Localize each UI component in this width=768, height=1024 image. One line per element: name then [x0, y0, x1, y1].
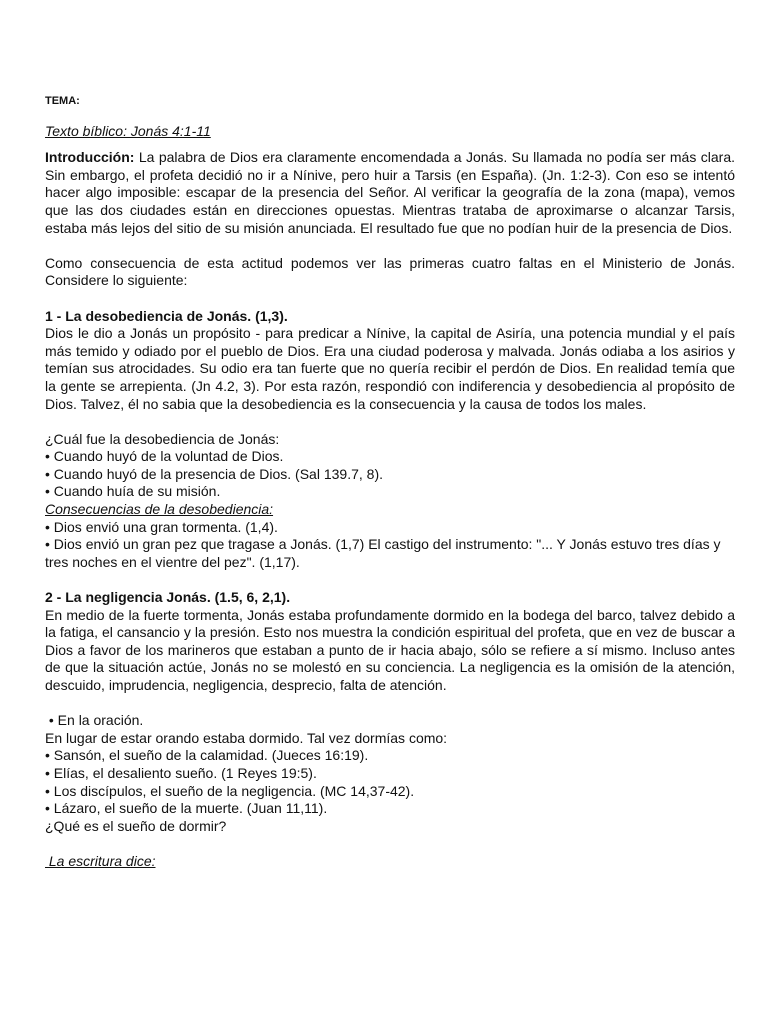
consecuencia-item: • Dios envió una gran tormenta. (1,4).	[45, 518, 278, 535]
section1-heading: 1 - La desobediencia de Jonás. (1,3).	[45, 307, 288, 324]
section2-bullet: • Sansón, el sueño de la calamidad. (Jueces 16:19).	[45, 747, 369, 764]
section2-bullet: • Elías, el desaliento sueño. (1 Reyes 19:5).	[45, 764, 317, 781]
section1-body: Dios le dio a Jonás un propósito - para predicar a Nínive, la capital de Asiría, una potencia mundial y el país más temido y odiado por el pueblo de Dios. Era una ciudad poderosa y malvada. Jonás odiaba a los asirios y temían sus atrocidades. Su odio era tan fuerte que no quería recibir el perdón de Dios. En realidad temía que la gente se arrepienta. (Jn 4.2, 3). Por esta razón, respondió con indiferencia y desobediencia al propósito de Dios. Talvez, él no sabia que la desobediencia es la consecuencia y la causa de todos los males.	[45, 325, 735, 412]
section2-heading: 2 - La negligencia Jonás. (1.5, 6, 2,1).	[45, 589, 291, 606]
lugar-text: En lugar de estar orando estaba dormido. Tal vez dormías como:	[45, 729, 448, 746]
section2-bullet: • Lázaro, el sueño de la muerte. (Juan 11,11).	[45, 800, 328, 817]
section1-bullet: • Cuando huyó de la voluntad de Dios.	[45, 448, 284, 465]
introduccion-paragraph	[45, 149, 735, 237]
escritura-label: La escritura dice:	[45, 852, 156, 869]
section1-bullet: • Cuando huía de su misión.	[45, 483, 221, 500]
section1-question: ¿Cuál fue la desobediencia de Jonás:	[45, 430, 280, 447]
introduccion-label: Introducción:	[45, 149, 135, 166]
section2-bullet: • Los discípulos, el sueño de la negligencia. (MC 14,37-42).	[45, 782, 415, 799]
section2-question: ¿Qué es el sueño de dormir?	[45, 817, 227, 834]
document-content	[45, 93, 735, 871]
section2-body: En medio de la fuerte tormenta, Jonás estaba profundamente dormido en la bodega del barco, talvez debido a la fatiga, el cansancio y la presión. Esto nos muestra la condición espiritual del profeta, que en vez de buscar a Dios a favor de los marineros que estaban a punto de ir hacia abajo, sólo se refiere a sí mismo. Incluso antes de que la situación actúe, Jonás no se molestó en su conciencia. La negligencia es la omisión de la atención, descuido, imprudencia, negligencia, desprecio, falta de atención.	[45, 606, 735, 693]
texto-biblico: Texto bíblico: Jonás 4:1-11	[45, 122, 211, 139]
consecuencia-paragraph: Como consecuencia de esta actitud podemos ver las primeras cuatro faltas en el Ministerio de Jonás. Considere lo siguiente:	[45, 254, 735, 289]
section1-bullet: • Cuando huyó de la presencia de Dios. (Sal 139.7, 8).	[45, 465, 383, 482]
tema-label: TEMA:	[45, 95, 80, 107]
consecuencia-item: • Dios envió un gran pez que tragase a Jonás. (1,7) El castigo del instrumento: "... Y Jonás estuvo tres días y tres noches en el vientre del pez". (1,17).	[45, 536, 721, 570]
oracion-item: • En la oración.	[45, 712, 144, 729]
introduccion-text: La palabra de Dios era claramente encomendada a Jonás. Su llamada no podía ser más clara. Sin embargo, el profeta decidió no ir a Nínive, pero huir a Tarsis (en España). (Jn. 1:2-3). Con eso se intentó hacer algo imposible: escapar de la presencia del Señor. Al verificar la geografía de la zona (mapa), vemos que las dos ciudades están en direcciones opuestas. Mientras trataba de aproximarse o alcanzar Tarsis, estaba más lejos del sitio de su misión anunciada. El resultado fue que no podían huir de la presencia de Dios.	[45, 149, 735, 236]
consecuencias-label: Consecuencias de la desobediencia:	[45, 501, 274, 518]
